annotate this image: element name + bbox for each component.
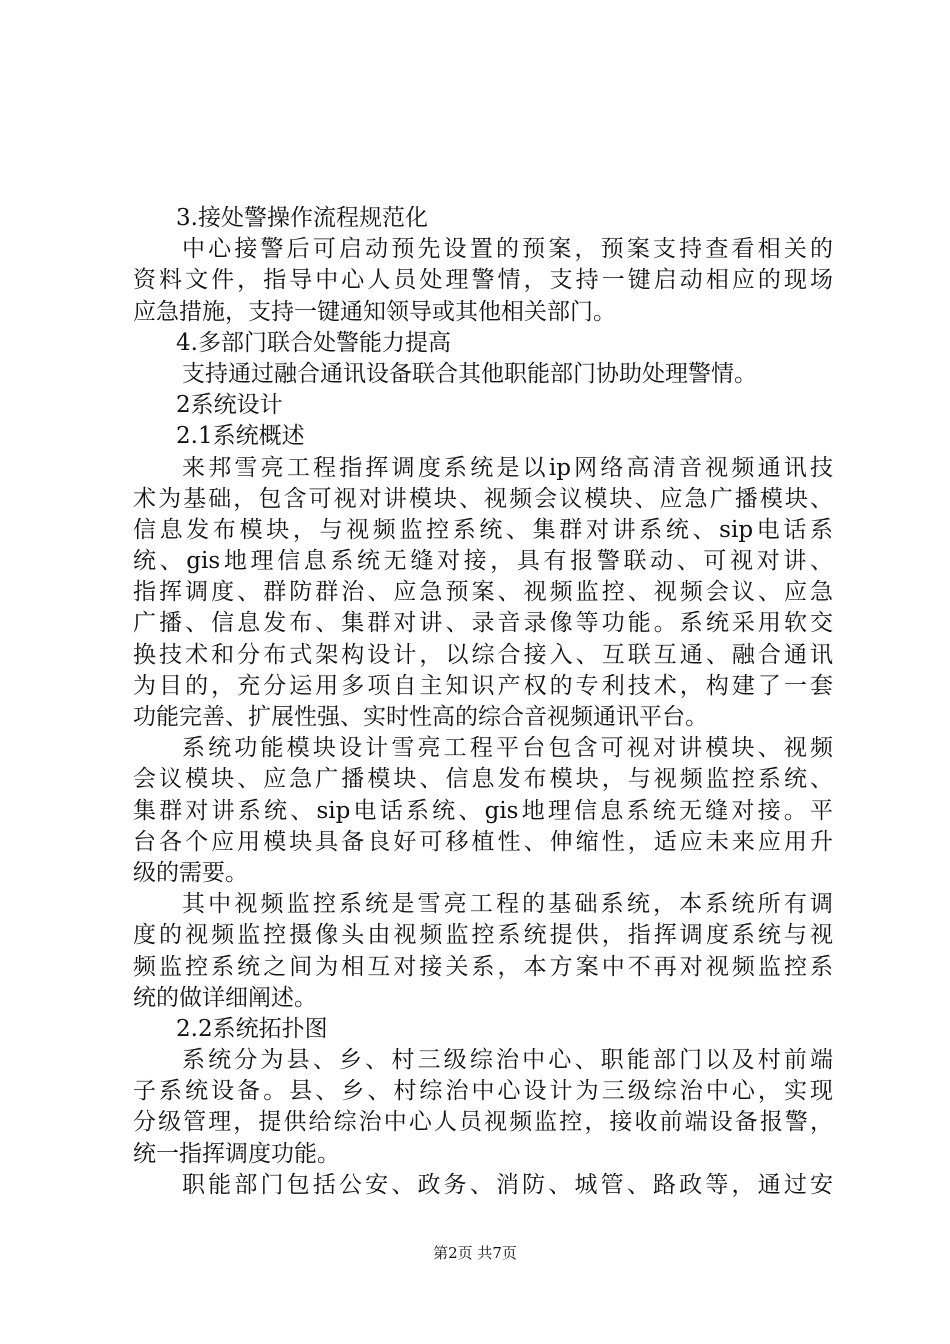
text-line: 3.接处警操作流程规范化 — [176, 205, 428, 231]
text-line: 其中视频监控系统是雪亮工程的基础系统，本系统所有调 — [182, 891, 833, 918]
text-line: 台各个应用模块具备良好可移植性、伸缩性，适应未来应用升 — [133, 828, 833, 855]
text-line: 应急措施，支持一键通知领导或其他相关部门。 — [133, 298, 616, 325]
text-line: 频监控系统之间为相互对接关系，本方案中不再对视频监控系 — [133, 953, 833, 980]
text-line: 广播、信息发布、集群对讲、录音录像等功能。系统采用软交 — [133, 610, 833, 637]
text-line: 系统功能模块设计雪亮工程平台包含可视对讲模块、视频 — [182, 735, 833, 762]
document-body — [133, 203, 833, 1201]
text-line: 资料文件，指导中心人员处理警情，支持一键启动相应的现场 — [133, 267, 833, 294]
text-line: 为目的，充分运用多项自主知识产权的专利技术，构建了一套 — [133, 672, 833, 699]
text-line: 统的做详细阐述。 — [133, 984, 317, 1011]
text-line: 统、gis地理信息系统无缝对接，具有报警联动、可视对讲、 — [133, 548, 833, 575]
section-heading: 2系统设计 — [176, 392, 283, 419]
subsection-heading: 2.1系统概述 — [176, 423, 305, 450]
text-line: 指挥调度、群防群治、应急预案、视频监控、视频会议、应急 — [133, 579, 833, 606]
text-line: 换技术和分布式架构设计，以综合接入、互联互通、融合通讯 — [133, 641, 833, 668]
text-line: 功能完善、扩展性强、实时性高的综合音视频通讯平台。 — [133, 704, 708, 730]
text-line: 4.多部门联合处警能力提高 — [176, 329, 451, 356]
subsection-heading: 2.2系统拓扑图 — [176, 1015, 328, 1042]
text-line: 会议模块、应急广播模块、信息发布模块，与视频监控系统、 — [133, 766, 833, 793]
text-line: 集群对讲系统、sip电话系统、gis地理信息系统无缝对接。平 — [133, 797, 833, 824]
text-line: 中心接警后可启动预先设置的预案，预案支持查看相关的 — [182, 236, 833, 263]
text-line: 级的需要。 — [133, 859, 248, 886]
text-line: 职能部门包括公安、政务、消防、城管、路政等，通过安 — [182, 1171, 833, 1198]
text-line: 子系统设备。县、乡、村综治中心设计为三级综治中心，实现 — [133, 1078, 833, 1105]
text-line: 术为基础，包含可视对讲模块、视频会议模块、应急广播模块、 — [133, 485, 833, 512]
text-line: 统一指挥调度功能。 — [133, 1140, 340, 1167]
text-line: 来邦雪亮工程指挥调度系统是以ip网络高清音视频通讯技 — [182, 454, 833, 481]
text-line: 支持通过融合通讯设备联合其他职能部门协助处理警情。 — [182, 360, 757, 387]
text-line: 分级管理，提供给综治中心人员视频监控，接收前端设备报警， — [133, 1109, 833, 1136]
text-line: 信息发布模块，与视频监控系统、集群对讲系统、sip电话系 — [133, 516, 833, 543]
page-number: 第2页 共7页 — [433, 1244, 517, 1262]
text-line: 系统分为县、乡、村三级综治中心、职能部门以及村前端 — [182, 1047, 833, 1074]
text-line: 度的视频监控摄像头由视频监控系统提供，指挥调度系统与视 — [133, 922, 833, 949]
